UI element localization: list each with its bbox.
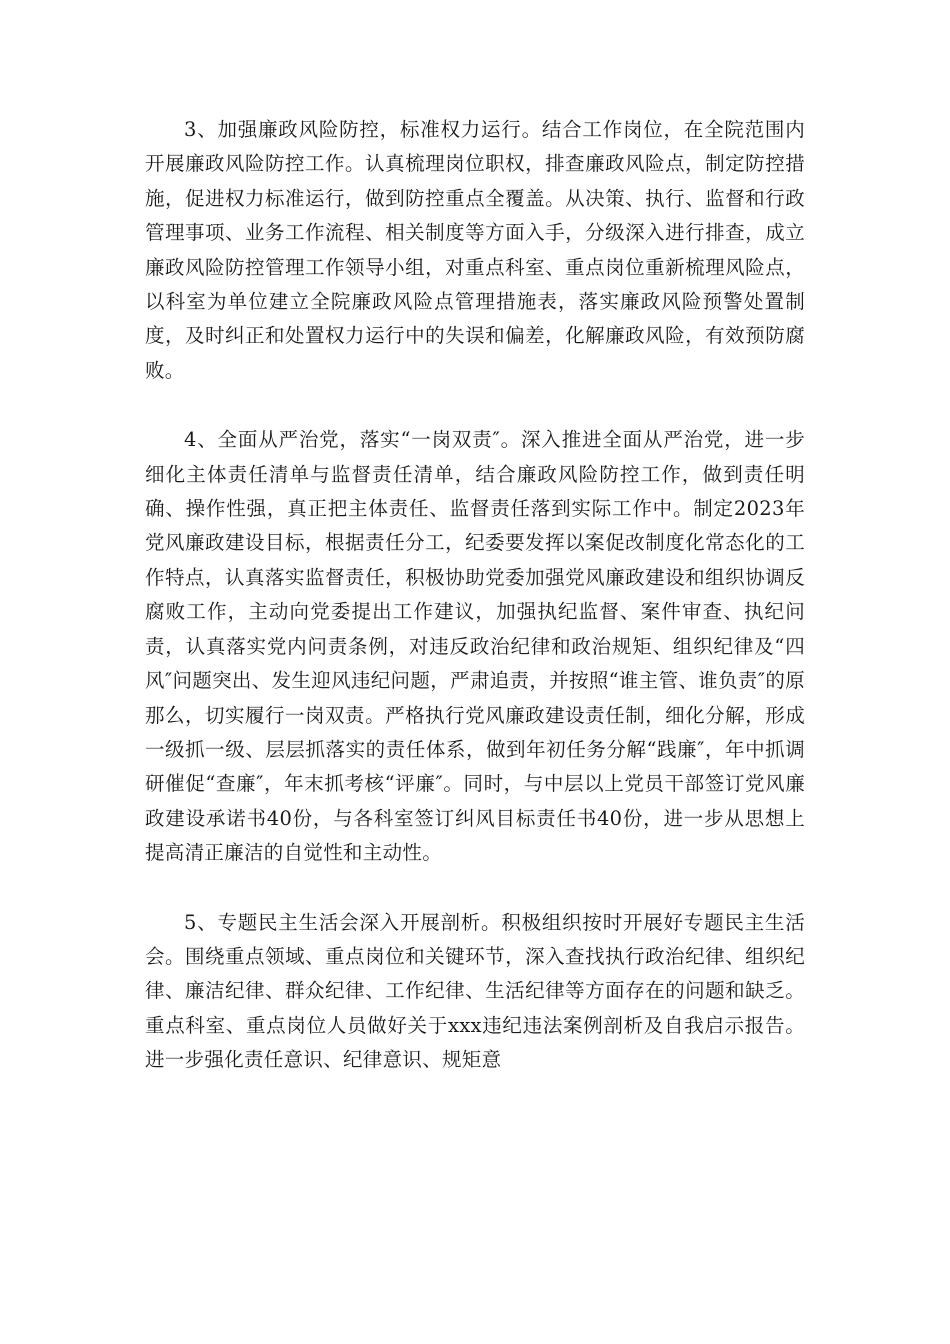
paragraph-item-5: 5、专题民主生活会深入开展剖析。积极组织按时开展好专题民主生活会。围绕重点领域、重点岗位和关键环节，深入查找执行政治纪律、组织纪律、廉洁纪律、群众纪律、工作纪律、生活纪律等方面存在的问题和缺乏。重点科室、重点岗位人员做好关于xxx违纪违法案例剖析及自我启示报告。进一步强化责任意识、纪律意识、规矩意 [145,910,805,1072]
paragraph-spacer [145,871,805,906]
document-body [145,113,805,1078]
paragraph-item-3: 3、加强廉政风险防控，标准权力运行。结合工作岗位，在全院范围内开展廉政风险防控工作。认真梳理岗位职权，排查廉政风险点，制定防控措施，促进权力标准运行，做到防控重点全覆盖。从决策、执行、监督和行政管理事项、业务工作流程、相关制度等方面入手，分级深入进行排查，成立廉政风险防控管理工作领导小组，对重点科室、重点岗位重新梳理风险点，以科室为单位建立全院廉政风险点管理措施表，落实廉政风险预警处置制度，及时纠正和处置权力运行中的失误和偏差，化解廉政风险，有效预防腐败。 [145,118,805,382]
paragraph-spacer [145,388,805,423]
paragraph-item-4: 4、全面从严治党，落实“一岗双责″。深入推进全面从严治党，进一步细化主体责任清单与监督责任清单，结合廉政风险防控工作，做到责任明确、操作性强，真正把主体责任、监督责任落到实际工作中。制定2023年党风廉政建设目标，根据责任分工，纪委要发挥以案促改制度化常态化的工作特点，认真落实监督责任，积极协助党委加强党风廉政建设和组织协调反腐败工作，主动向党委提出工作建议，加强执纪监督、案件审查、执纪问责，认真落实党内问责条例，对违反政治纪律和政治规矩、组织纪律及“四风″问题突出、发生迎风违纪问题，严肃追责，并按照“谁主管、谁负责″的原那么，切实履行一岗双责。严格执行党风廉政建设责任制，细化分解，形成一级抓一级、层层抓落实的责任体系，做到年初任务分解“践廉″，年中抓调研催促“查廉″，年末抓考核“评廉″。同时，与中层以上党员干部签订党风廉政建设承诺书40份，与各科室签订纠风目标责任书40份，进一步从思想上提高清正廉洁的自觉性和主动性。 [145,428,805,865]
